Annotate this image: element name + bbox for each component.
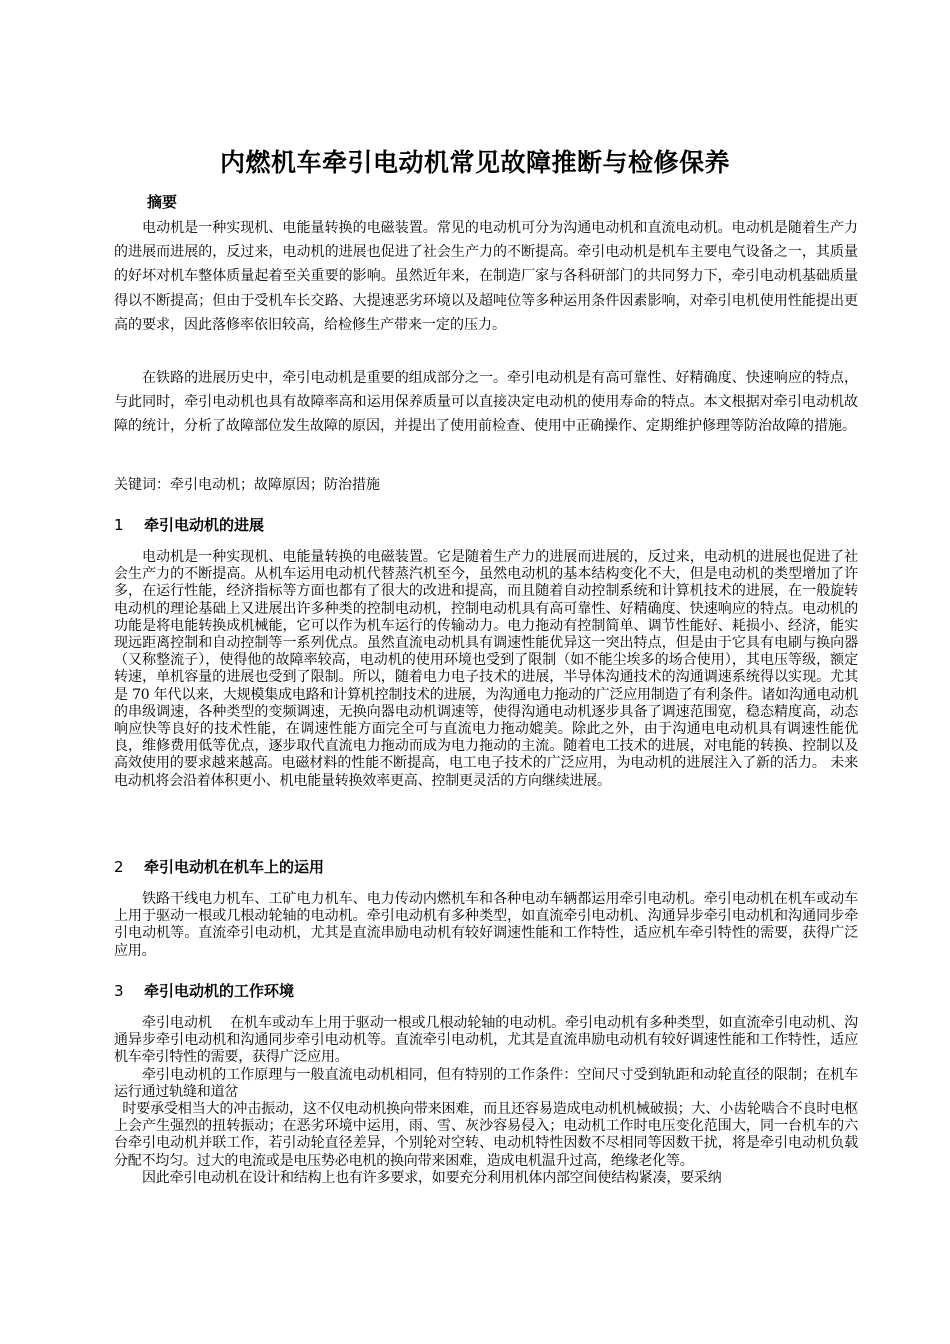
abstract-paragraph — [114, 216, 858, 337]
section-3-paragraph-1: 牵引电动机 在机车或动车上用于驱动一根或几根动轮轴的电动机。牵引电动机有多种类型，如直流牵引电动机、沟通异步牵引电动机和沟通同步牵引电动机等。直流牵引电动机，尤其是直流串励电动机有较好调速性能和工作特性，适应机车牵引特性的需要，获得广泛应用。 — [114, 1015, 858, 1066]
document-title: 内燃机车牵引电动机常见故障推断与检修保养 — [219, 148, 730, 177]
section-title: 牵引电动机的进展 — [144, 516, 265, 534]
abstract-paragraph-2: 在铁路的进展历史中，牵引电动机是重要的组成部分之一。牵引电动机是有高可靠性、好精确度、快速响应的特点，与此同时，牵引电动机也具有故障率高和运用保养质量可以直接决定电动机的使用寿命的特点。本文根据对牵引电动机故障的统计，分析了故障部位发生故障的原因，并提出了使用前检查、使用中正确操作、定期维护修理等防治故障的措施。 — [114, 370, 858, 435]
section-1-paragraph-1: 电动机是一种实现机、电能量转换的电磁装置。它是随着生产力的进展而进展的，反过来，电动机的进展也促进了社会生产力的不断提高。从机车运用电动机代替蒸汽机至今，虽然电动机的基本结构变化不大，但是电动机的类型增加了许多，在运行性能，经济指标等方面也都有了很大的改进和提高，而且随着自动控制系统和计算机技术的进展，在一般旋转电动机的理论基础上又进展出许多种类的控制电动机，控制电动机具有高可靠性、好精确度、快速响应的特点。电动机的功能是将电能转换成机械能，它可以作为机车运行的传输动力。电力拖动有控制简单、调节性能好、耗损小、经济，能实现远距离控制和自动控制等一系列优点。虽然直流电动机具有调速性能优异这一突出特点，但是由于它具有电刷与换向器（又称整流子），使得他的故障率较高，电动机的使用环境也受到了限制（如不能尘埃多的场合使用），其电压等级，额定转速，单机容量的进展也受到了限制。所以，随着电力电子技术的进展，半导体沟通技术的沟通调速系统得以实现。尤其是 70 年代以来，大规模集成电路和计算机控制技术的进展，为沟通电力拖动的广泛应用制造了有利条件。诸如沟通电动机的串级调速，各种类型的变频调速，无换向器电动机调速等，使得沟通电动机逐步具备了调速范围宽，稳态精度高，动态响应快等良好的技术性能，在调速性能方面完全可与直流电力拖动媲美。除此之外，由于沟通电电动机具有调速性能优良，维修费用低等优点，逐步取代直流电力拖动而成为电力拖动的主流。随着电工技术的进展，对电能的转换、控制以及高效使用的要求越来越高。电磁材料的性能不断提高，电工电子技术的广泛应用，为电动机的进展注入了新的活力。 未来电动机将会沿着体积更小、机电能量转换效率更高、控制更灵活的方向继续进展。 — [114, 549, 858, 789]
section-heading-3 — [114, 980, 294, 1002]
keywords: 关键词：牵引电动机；故障原因；防治措施 — [114, 477, 380, 493]
section-body-2 — [114, 891, 858, 960]
abstract-paragraph-1: 电动机是一种实现机、电能量转换的电磁装置。常见的电动机可分为沟通电动机和直流电动机。电动机是随着生产力的进展而进展的，反过来，电动机的进展也促进了社会生产力的不断提高。牵引电动机是机车主要电气设备之一，其质量的好坏对机车整体质量起着至关重要的影响。虽然近年来，在制造厂家与各科研部门的共同努力下，牵引电动机基础质量得以不断提高；但由于受机车长交路、大提速恶劣环境以及超吨位等多种运用条件因素影响，对牵引电机使用性能提出更高的要求，因此落修率依旧较高，给检修生产带来一定的压力。 — [114, 220, 858, 333]
section-title: 牵引电动机的工作环境 — [144, 982, 295, 1000]
section-number: 1 — [114, 516, 124, 534]
abstract-paragraph — [114, 366, 858, 439]
section-number: 3 — [114, 982, 124, 1000]
section-3-paragraph-3: 时要承受相当大的冲击振动，这不仅电动机换向带来困难，而且还容易造成电动机机械破损；大、小齿轮啮合不良时电枢上会产生强烈的扭转振动；在恶劣环境中运用，雨、雪、灰沙容易侵入；电动机工作时电压变化范围大，同一台机车的六台牵引电动机并联工作，若引动轮直径差异，个别轮对空转、电动机特性因数不尽相同等因数干扰，将是牵引电动机负载分配不均匀。过大的电流或是电压势必电机的换向带来困难，造成电机温升过高，绝缘老化等。 — [114, 1101, 858, 1169]
section-3-paragraph-2: 牵引电动机的工作原理与一般直流电动机相同，但有特别的工作条件：空间尺寸受到轨距和动轮直径的限制；在机车运行通过轨缝和道岔 — [114, 1066, 858, 1100]
section-body-1 — [114, 549, 858, 790]
section-number: 2 — [114, 858, 124, 876]
abstract-heading: 摘要 — [147, 193, 178, 211]
section-heading-2 — [114, 856, 324, 878]
section-3-paragraph-4: 因此牵引电动机在设计和结构上也有许多要求，如要充分利用机体内部空间使结构紧凑，要采纳 — [142, 1169, 722, 1186]
section-title: 牵引电动机在机车上的运用 — [144, 858, 325, 876]
section-body-3 — [114, 1015, 858, 1187]
section-heading-1 — [114, 514, 264, 536]
section-2-paragraph-1: 铁路干线电力机车、工矿电力机车、电力传动内燃机车和各种电动车辆都运用牵引电动机。牵引电动机在机车或动车上用于驱动一根或几根动轮轴的电动机。牵引电动机有多种类型，如直流牵引电动机、沟通异步牵引电动机和沟通同步牵引电动机等。直流牵引电动机，尤其是直流串励电动机有较好调速性能和工作特性，适应机车牵引特性的需要，获得广泛应用。 — [114, 891, 858, 959]
